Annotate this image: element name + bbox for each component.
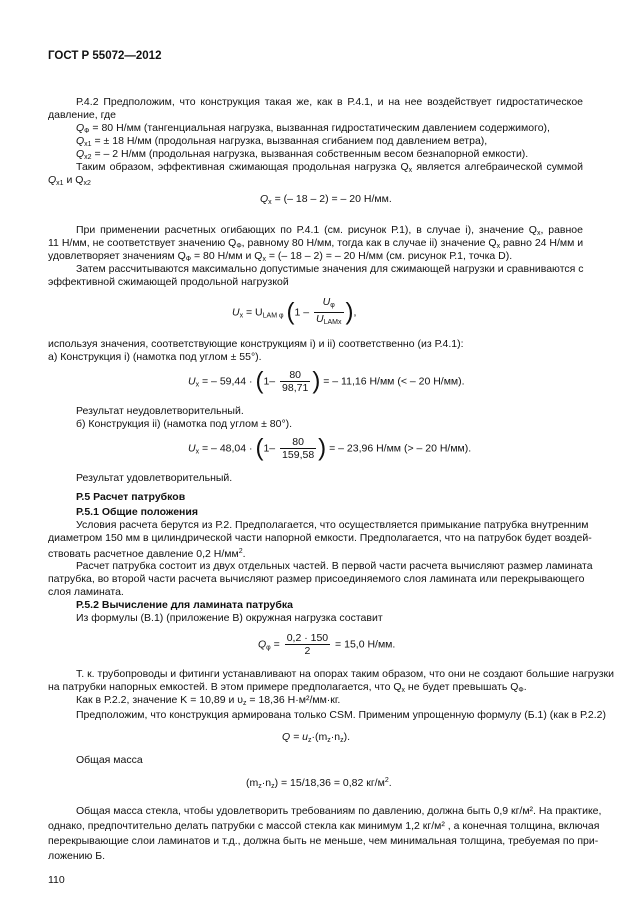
paragraph-line: эффективной сжимающей продольной нагрузкой <box>48 276 289 288</box>
paragraph-line: однако, предпочтительно делать патрубки с массой стекла как минимум 1,2 кг/м² , а конечная толщина, включая <box>48 820 600 832</box>
result-line: Результат удовлетворительный. <box>76 472 233 484</box>
paragraph-line: перекрывающие слои ламинатов и т.д., должна быть не меньше, чем минимальная толщина, требуемая по при- <box>48 835 599 847</box>
paragraph-line: на патрубки напорных емкостей. В этом примере предполагается, что $Q_x$ не будет превышать $Q_Ф$. <box>48 681 527 694</box>
page-number: 110 <box>48 874 65 886</box>
paragraph-line: Общая масса <box>76 754 143 766</box>
equation-qphi: $Q_\varphi$ = $\frac{0,2 \cdot 150}{2}$ = 15,0 Н/мм. <box>258 632 396 657</box>
paragraph-line: Затем рассчитываются максимально допустимые значения для сжимающей нагрузки и сравниваются с <box>76 263 584 275</box>
equation-total-mass: $(m_z\cdot n_z) = 15/18,36 = 0,82$ $кг/м^2$. <box>246 777 392 790</box>
paragraph-line: а) Конструкция i) (намотка под углом ± 55°). <box>48 351 262 363</box>
result-line: Результат неудовлетворительный. <box>76 405 244 417</box>
equation-construction-ii: $U_x$ = – 48,04 · (1– $\frac{80}{159,58}$ ) = – 23,96 Н/мм (> – 20 Н/мм). <box>188 434 472 462</box>
paragraph-line: ложению Б. <box>48 850 106 862</box>
paragraph-line: диаметром 150 мм в цилиндрической части напорной емкости. Предполагается, что на патрубок будет воздей- <box>48 532 592 544</box>
definition-qx2: $Q_{x2}$ = – 2 Н/мм (продольная нагрузка, вызванная собственным весом безнапорной емкости). <box>76 148 529 161</box>
equation-qx: $Q_x$ = (– 18 – 2) = – 20 Н/мм. <box>260 193 392 206</box>
definition-qphi: $Q_Ф = 80$ Н/мм (тангенциальная нагрузка, вызванная гидростатическим давлением содержимого), <box>76 122 550 135</box>
paragraph-line: Общая масса стекла, чтобы удовлетворить требованиям по давлению, должна быть 0,9 кг/м². На практике, <box>76 805 602 817</box>
document-header: ГОСТ Р 55072—2012 <box>48 50 162 62</box>
paragraph-line: 11 Н/мм, не соответствует значению $Q_Ф$, равному 80 Н/мм, тогда как в случае ii) значение $Q_x$ равно 24 Н/мм и <box>48 237 584 250</box>
paragraph-line: давление, где <box>48 109 116 121</box>
section-heading: Р.5 Расчет патрубков <box>76 491 186 503</box>
equation-ux: $U_x = U_{LAM \varphi}$ (1 – $\frac{U_\varphi}{U_{LAMx}}$ ), <box>232 296 357 326</box>
paragraph-line: Как в Р.2.2, значение K = 10,89 и $\upsilon_z = 18,36$ Н·м²/мм·кг. <box>76 694 341 707</box>
paragraph-line: патрубка, во второй части расчета вычисляют размер присоединяемого слоя ламината или перекрывающего <box>48 573 585 585</box>
paragraph-line: используя значения, соответствующие конструкциям i) и ii) соответственно (из Р.4.1): <box>48 338 464 350</box>
paragraph-line: При применении расчетных огибающих по Р.4.1 (см. рисунок Р.1), в случае i), значение $Q_x$, равное <box>76 224 583 237</box>
paragraph-line: Из формулы (В.1) (приложение В) окружная нагрузка составит <box>76 612 383 624</box>
subsection-heading: Р.5.1 Общие положения <box>76 506 198 518</box>
paragraph-line: Предположим, что конструкция армирована только CSM. Применим упрощенную формулу (Б.1) (как в Р.2.2) <box>76 709 606 721</box>
paragraph-line: Таким образом, эффективная сжимающая продольная нагрузка $Q_x$ является алгебраической суммой <box>76 161 583 174</box>
paragraph-line: Р.4.2 Предположим, что конструкция такая же, как в Р.4.1, и на нее воздействует гидростатическое <box>76 96 583 108</box>
paragraph-line: удовлетворяет значениям $Q_Ф = 80$ Н/мм и $Q_x$ = (– 18 – 2) = – 20 Н/мм (см. рисунок Р.1, точка D). <box>48 250 513 263</box>
equation-q: $Q = u_z\cdot(m_z\cdot n_z)$. <box>282 731 350 744</box>
paragraph-line: Т. к. трубопроводы и фитинги устанавливают на опорах таким образом, что они не создают большие нагрузки <box>76 668 614 680</box>
equation-construction-i: $U_x$ = – 59,44 · (1– $\frac{80}{98,71}$ ) = – 11,16 Н/мм (< – 20 Н/мм). <box>188 367 465 395</box>
paragraph-line: Расчет патрубка состоит из двух отдельных частей. В первой части расчета вычисляют размер ламината <box>76 560 593 572</box>
paragraph-line: ствовать расчетное давление 0,2 $Н/мм^2$. <box>48 548 246 560</box>
paragraph-line: $Q_{x1}$ и $Q_{x2}$ <box>48 174 91 187</box>
definition-qx1: $Q_{x1}$ = ± 18 Н/мм (продольная нагрузка, вызванная сгибанием под давлением ветра), <box>76 135 488 148</box>
paragraph-line: б) Конструкция ii) (намотка под углом ± 80°). <box>76 418 293 430</box>
paragraph-line: Условия расчета берутся из Р.2. Предполагается, что осуществляется примыкание патрубка внутренним <box>76 519 589 531</box>
subsection-heading: Р.5.2 Вычисление для ламината патрубка <box>76 599 293 611</box>
paragraph-line: слоя ламината. <box>48 586 124 598</box>
